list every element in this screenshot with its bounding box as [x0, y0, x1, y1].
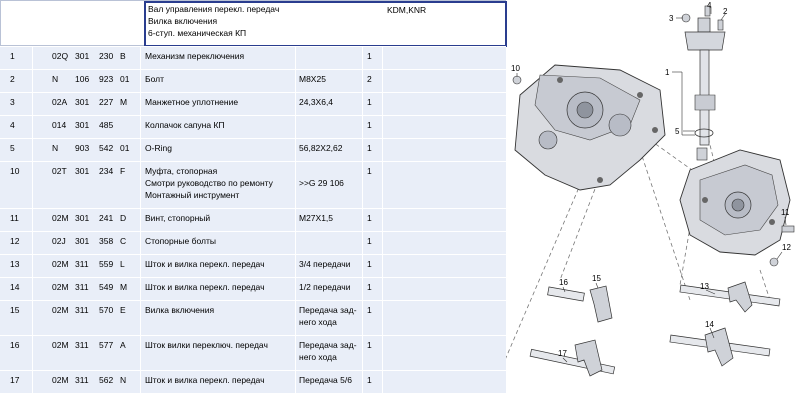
column-separator [295, 255, 296, 277]
part-spec: 56,82X2,62 [299, 143, 343, 153]
column-separator [32, 232, 33, 254]
part-number-segment: 559 [99, 259, 114, 269]
part-quantity: 1 [367, 97, 372, 107]
part-number-segment: 02M [52, 375, 69, 385]
part-number-segment: C [120, 236, 127, 246]
position-number: 16 [10, 340, 20, 350]
column-separator [32, 336, 33, 370]
part-quantity: 1 [367, 51, 372, 61]
part-number-segment: 02T [52, 166, 67, 176]
column-separator [140, 232, 141, 254]
column-separator [362, 336, 363, 370]
column-separator [382, 162, 383, 208]
column-separator [32, 162, 33, 208]
part-spec: 1/2 передачи [299, 282, 351, 292]
table-row[interactable] [0, 254, 506, 277]
part-number-segment: 577 [99, 340, 114, 350]
part-number-segment: 02Q [52, 51, 69, 61]
column-separator [140, 371, 141, 393]
part-number-segment: 549 [99, 282, 114, 292]
column-separator [32, 278, 33, 300]
position-number: 5 [10, 143, 15, 153]
part-quantity: 1 [367, 282, 372, 292]
part-number-segment: 311 [75, 259, 89, 269]
callout-2: 2 [723, 7, 728, 16]
part-number-segment: 02M [52, 213, 69, 223]
part-name: Шток и вилка перекл. передач [145, 259, 265, 269]
column-separator [140, 209, 141, 231]
table-row[interactable] [0, 335, 506, 370]
callout-17: 17 [558, 349, 567, 358]
column-separator [362, 116, 363, 138]
callout-3: 3 [669, 14, 674, 23]
column-separator [140, 116, 141, 138]
part-number-segment: 311 [75, 282, 89, 292]
part-quantity: 1 [367, 375, 372, 385]
column-separator [140, 278, 141, 300]
column-separator [362, 93, 363, 115]
table-row[interactable] [0, 277, 506, 300]
part-spec: Передача зад- [299, 305, 357, 315]
column-separator [32, 116, 33, 138]
part-quantity: 1 [367, 340, 372, 350]
column-separator [382, 278, 383, 300]
column-separator [295, 209, 296, 231]
part-name: Болт [145, 74, 164, 84]
part-number-segment: 301 [75, 166, 90, 176]
shift-rods-forks [530, 282, 780, 376]
column-separator [295, 371, 296, 393]
position-number: 11 [10, 213, 19, 223]
callout-12: 12 [782, 243, 791, 252]
column-separator [382, 116, 383, 138]
part-number-segment: 02M [52, 305, 69, 315]
part-spec: M8X25 [299, 74, 326, 84]
header-title-line-2: Вилка включения [148, 16, 218, 26]
column-separator [295, 162, 296, 208]
part-number-segment: 014 [52, 120, 67, 130]
part-spec: 24,3X6,4 [299, 97, 334, 107]
part-number-segment: N [52, 143, 59, 153]
part-number-segment: 01 [120, 143, 130, 153]
column-separator [32, 255, 33, 277]
part-quantity: 2 [367, 74, 372, 84]
header-title-line-3: 6-ступ. механическая КП [148, 28, 247, 38]
column-separator [382, 336, 383, 370]
column-separator [382, 209, 383, 231]
part-number-segment: 301 [75, 97, 90, 107]
column-separator [382, 371, 383, 393]
part-number-segment: N [52, 74, 59, 84]
table-row[interactable] [0, 92, 506, 115]
callout-13: 13 [700, 282, 709, 291]
part-number-segment: 358 [99, 236, 114, 246]
callout-16: 16 [559, 278, 568, 287]
part-name: Винт, стопорный [145, 213, 211, 223]
column-separator [295, 116, 296, 138]
part-number-segment: 903 [75, 143, 90, 153]
column-separator [295, 301, 296, 335]
part-quantity: 1 [367, 166, 372, 176]
exploded-diagram [506, 0, 800, 400]
callout-14: 14 [705, 320, 714, 329]
column-separator [362, 47, 363, 69]
column-separator [362, 139, 363, 161]
callout-1: 1 [665, 68, 670, 77]
column-separator [32, 70, 33, 92]
part-spec: Передача зад- [299, 340, 357, 350]
column-separator [362, 301, 363, 335]
part-quantity: 1 [367, 236, 372, 246]
column-separator [295, 70, 296, 92]
column-separator [295, 93, 296, 115]
part-number-segment: 02M [52, 282, 69, 292]
table-row[interactable] [0, 370, 506, 393]
table-header [0, 0, 506, 46]
column-separator [382, 232, 383, 254]
column-separator [362, 162, 363, 208]
position-number: 3 [10, 97, 15, 107]
callout-5: 5 [675, 127, 680, 136]
column-separator [140, 301, 141, 335]
table-row[interactable] [0, 231, 506, 254]
part-number-segment: F [120, 166, 126, 176]
position-number: 14 [10, 282, 20, 292]
part-number-segment: 02A [52, 97, 68, 107]
column-separator [32, 301, 33, 335]
part-name: Механизм переключения [145, 51, 245, 61]
part-number-segment: M [120, 282, 128, 292]
part-name: Шток вилки переключ. передач [145, 340, 268, 350]
column-separator [32, 47, 33, 69]
part-number-segment: 570 [99, 305, 114, 315]
column-separator [32, 209, 33, 231]
shift-mechanism [682, 6, 725, 160]
column-separator [32, 371, 33, 393]
part-quantity: 1 [367, 143, 372, 153]
column-separator [32, 139, 33, 161]
header-title-line-1: Вал управления перекл. передач [148, 4, 280, 14]
part-number-segment: E [120, 305, 126, 315]
part-number-segment: 241 [99, 213, 114, 223]
part-name: Вилка включения [145, 305, 215, 315]
callout-4: 4 [707, 1, 712, 10]
column-separator [382, 139, 383, 161]
column-separator [382, 70, 383, 92]
table-row[interactable] [0, 115, 506, 138]
column-separator [295, 232, 296, 254]
part-number-segment: 02M [52, 259, 69, 269]
column-separator [362, 278, 363, 300]
position-number: 12 [10, 236, 20, 246]
table-row[interactable] [0, 69, 506, 92]
position-number: 4 [10, 120, 15, 130]
column-separator [362, 209, 363, 231]
position-number: 2 [10, 74, 15, 84]
part-number-segment: 923 [99, 74, 114, 84]
part-number-segment: 106 [75, 74, 90, 84]
column-separator [140, 139, 141, 161]
column-separator [362, 232, 363, 254]
position-number: 10 [10, 166, 20, 176]
table-row[interactable] [0, 138, 506, 161]
part-number-segment: B [120, 51, 126, 61]
callout-10: 10 [511, 64, 520, 73]
header-models: KDM,KNR [387, 5, 427, 15]
column-separator [140, 162, 141, 208]
part-spec: него хода [299, 352, 337, 362]
part-number-segment: D [120, 213, 127, 223]
part-number-segment: N [120, 375, 127, 385]
part-spec: M27X1,5 [299, 213, 334, 223]
column-separator [140, 70, 141, 92]
column-separator [362, 70, 363, 92]
column-separator [295, 47, 296, 69]
callout-15: 15 [592, 274, 601, 283]
position-number: 17 [10, 375, 20, 385]
column-separator [382, 255, 383, 277]
column-separator [382, 47, 383, 69]
table-row[interactable] [0, 208, 506, 231]
part-name: Шток и вилка перекл. передач [145, 375, 265, 385]
column-separator [295, 336, 296, 370]
part-name: Смотри руководство по ремонту [145, 178, 273, 188]
part-number-segment: 562 [99, 375, 114, 385]
part-number-segment: 311 [75, 305, 89, 315]
part-number-segment: 02J [52, 236, 66, 246]
column-separator [382, 301, 383, 335]
part-name: Стопорные болты [145, 236, 216, 246]
position-number: 15 [10, 305, 20, 315]
part-spec: Передача 5/6 [299, 375, 352, 385]
part-name: Манжетное уплотнение [145, 97, 239, 107]
column-separator [295, 278, 296, 300]
table-row[interactable] [0, 300, 506, 335]
part-number-segment: 02M [52, 340, 69, 350]
part-spec: него хода [299, 317, 337, 327]
table-row[interactable] [0, 161, 506, 208]
part-number-segment: 301 [75, 213, 90, 223]
part-quantity: 1 [367, 259, 372, 269]
column-separator [140, 93, 141, 115]
part-quantity: 1 [367, 120, 372, 130]
part-number-segment: 01 [120, 74, 130, 84]
part-number-segment: L [120, 259, 125, 269]
part-quantity: 1 [367, 305, 372, 315]
part-number-segment: 311 [75, 375, 89, 385]
part-name: Колпачок сапуна КП [145, 120, 225, 130]
column-separator [362, 371, 363, 393]
column-separator [362, 255, 363, 277]
part-number-segment: M [120, 97, 128, 107]
part-number-segment: 542 [99, 143, 114, 153]
part-number-segment: 301 [75, 51, 90, 61]
part-number-segment: 301 [75, 120, 90, 130]
part-number-segment: 234 [99, 166, 114, 176]
column-separator [32, 93, 33, 115]
part-name: O-Ring [145, 143, 172, 153]
column-separator [140, 47, 141, 69]
part-number-segment: 485 [99, 120, 114, 130]
callout-11: 11 [781, 208, 790, 217]
part-quantity: 1 [367, 213, 372, 223]
position-number: 1 [10, 51, 15, 61]
part-number-segment: A [120, 340, 126, 350]
part-spec: 3/4 передачи [299, 259, 351, 269]
part-name: Муфта, стопорная [145, 166, 218, 176]
column-separator [382, 93, 383, 115]
part-number-segment: 311 [75, 340, 89, 350]
part-number-segment: 230 [99, 51, 114, 61]
part-number-segment: 227 [99, 97, 114, 107]
position-number: 13 [10, 259, 20, 269]
column-separator [140, 255, 141, 277]
part-name: Монтажный инструмент [145, 190, 240, 200]
column-separator [140, 336, 141, 370]
column-separator [295, 139, 296, 161]
part-spec: >>G 29 106 [299, 178, 344, 188]
part-name: Шток и вилка перекл. передач [145, 282, 265, 292]
gearbox-housing [515, 65, 665, 190]
part-number-segment: 301 [75, 236, 90, 246]
table-row[interactable] [0, 46, 506, 69]
